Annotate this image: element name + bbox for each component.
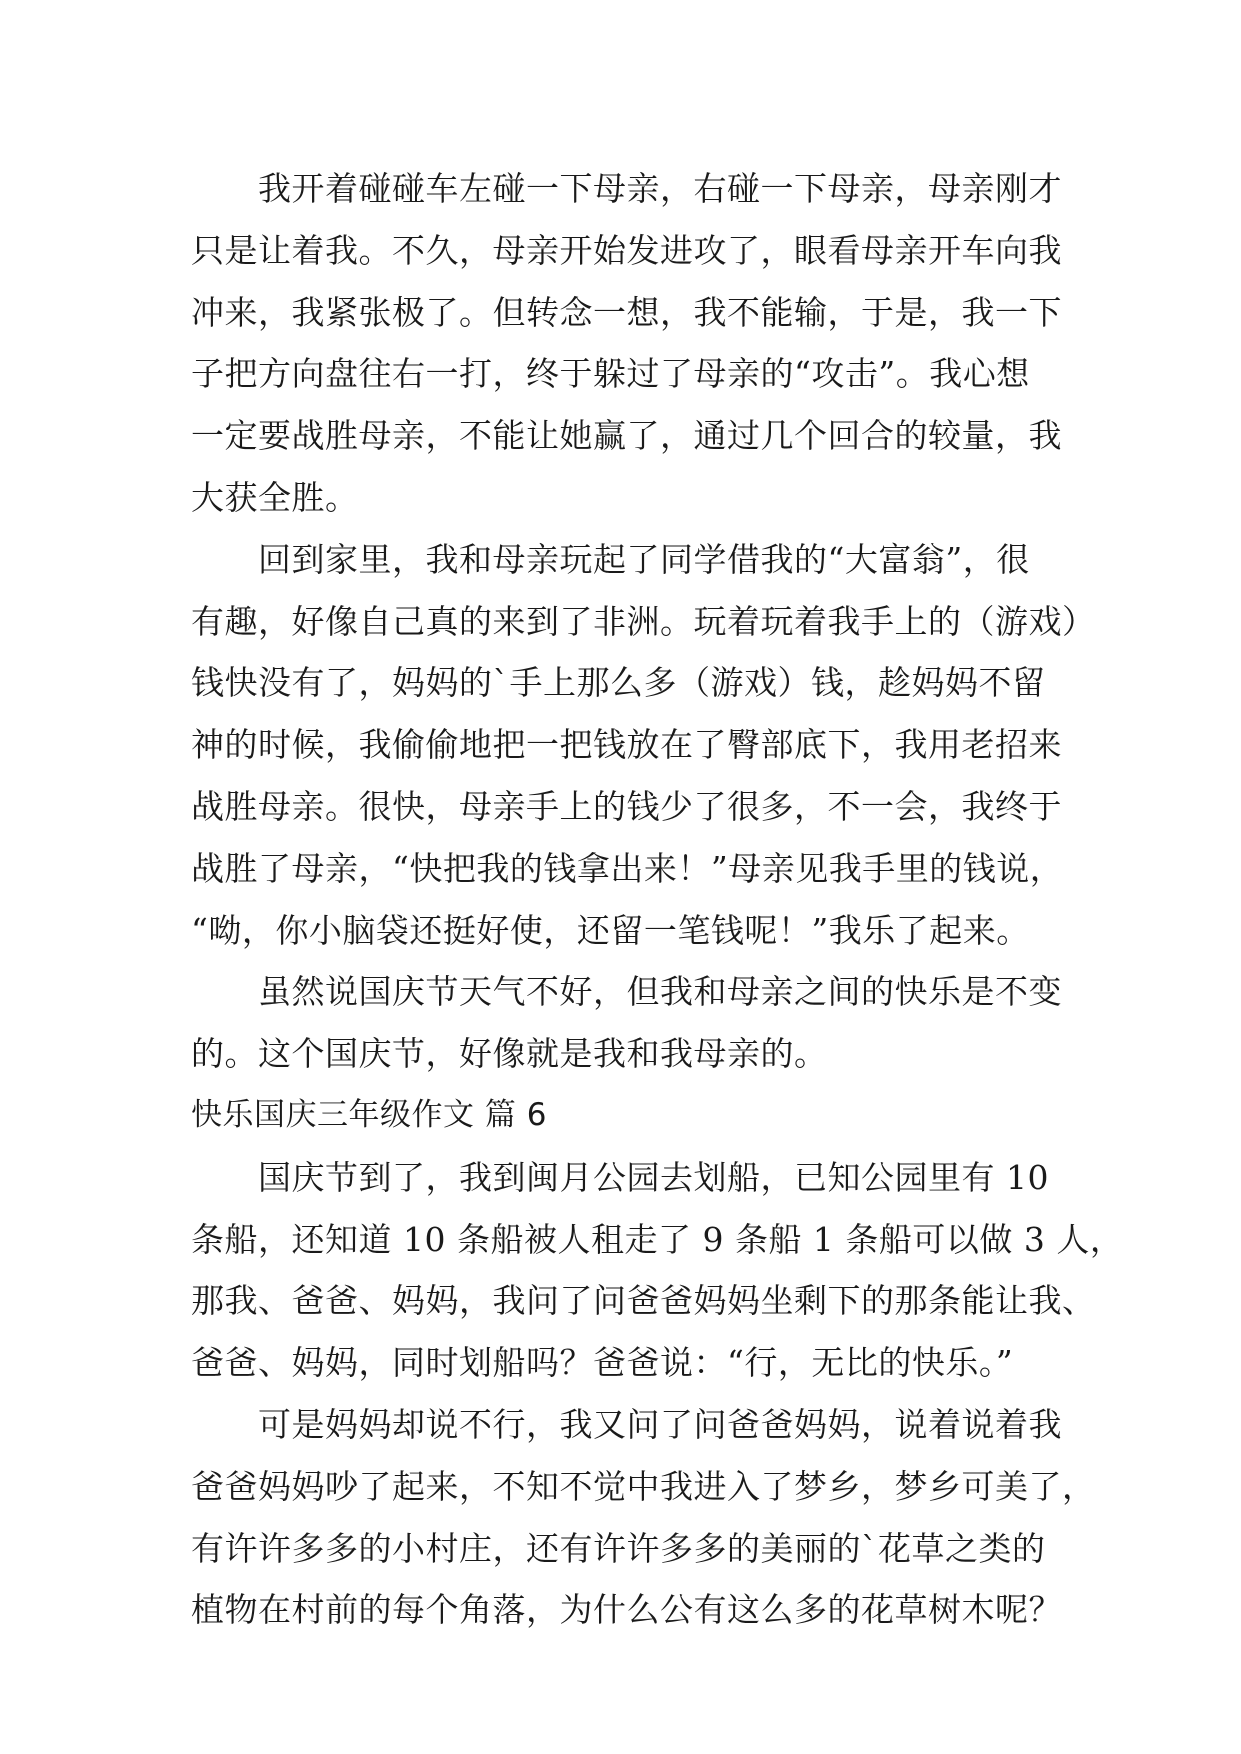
document-body <box>191 158 1124 1641</box>
text-line: 冲来，我紧张极了。但转念一想，我不能输，于是，我一下 <box>191 292 1062 332</box>
text-line: “呦，你小脑袋还挺好使，还留一笔钱呢！”我乐了起来。 <box>191 910 1030 950</box>
text-line: 的。这个国庆节，好像就是我和我母亲的。 <box>191 1034 828 1074</box>
text-line: 植物在村前的每个角落，为什么公有这么多的花草树木呢？ <box>191 1590 1062 1630</box>
text-line: 只是让着我。不久，母亲开始发进攻了，眼看母亲开车向我 <box>191 230 1062 270</box>
text-line: 有许许多多的小村庄，还有许许多多的美丽的`花草之类的 <box>191 1528 1046 1568</box>
text-line: 战胜母亲。很快，母亲手上的钱少了很多，不一会，我终于 <box>191 786 1062 826</box>
text-line: 我开着碰碰车左碰一下母亲，右碰一下母亲，母亲刚才 <box>191 169 1062 208</box>
text-line: 大获全胜。 <box>191 477 359 517</box>
text-line: 子把方向盘往右一打，终于躲过了母亲的“攻击”。我心想 <box>191 354 1030 394</box>
text-line: 钱快没有了，妈妈的`手上那么多（游戏）钱，趁妈妈不留 <box>191 663 1046 703</box>
text-line: 国庆节到了，我到闽月公园去划船，已知公园里有 10 <box>191 1157 1049 1197</box>
text-line: 一定要战胜母亲，不能让她赢了，通过几个回合的较量，我 <box>191 416 1062 456</box>
text-line: 那我、爸爸、妈妈，我问了问爸爸妈妈坐剩下的那条能让我、 <box>191 1281 1096 1321</box>
text-line: 回到家里，我和母亲玩起了同学借我的“大富翁”，很 <box>191 539 1030 579</box>
text-line: 爸爸妈妈吵了起来，不知不觉中我进入了梦乡，梦乡可美了， <box>191 1466 1096 1506</box>
text-line: 爸爸、妈妈，同时划船吗？爸爸说：“行，无比的快乐。” <box>191 1343 1014 1383</box>
text-line: 条船，还知道 10 条船被人租走了 9 条船 1 条船可以做 3 人， <box>191 1219 1124 1259</box>
text-line: 战胜了母亲，“快把我的钱拿出来！”母亲见我手里的钱说， <box>191 848 1064 888</box>
text-line: 有趣，好像自己真的来到了非洲。玩着玩着我手上的（游戏） <box>191 601 1096 641</box>
text-line: 虽然说国庆节天气不好，但我和母亲之间的快乐是不变 <box>191 972 1062 1012</box>
text-line: 神的时候，我偷偷地把一把钱放在了臀部底下，我用老招来 <box>191 725 1062 765</box>
section-heading: 快乐国庆三年级作文 篇 6 <box>191 1096 547 1133</box>
text-line: 可是妈妈却说不行，我又问了问爸爸妈妈，说着说着我 <box>191 1404 1062 1444</box>
